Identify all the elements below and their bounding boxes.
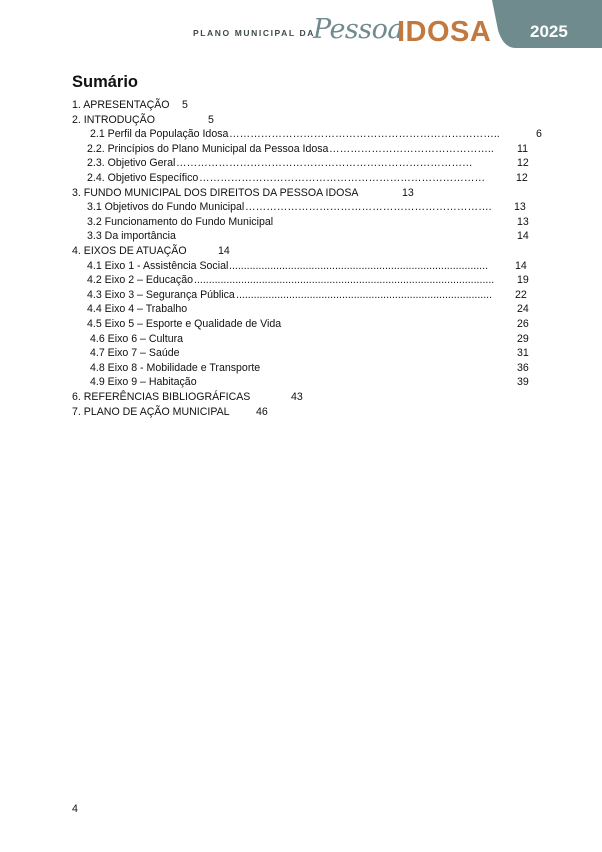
toc-entry-title: 7. PLANO DE AÇÃO MUNICIPAL [72, 405, 230, 418]
toc-page-number: 39 [517, 376, 529, 389]
toc-entry-title: 3.3 Da importância [87, 230, 176, 243]
toc-entry-title: 4. EIXOS DE ATUAÇÃO [72, 245, 187, 257]
toc-dot-leader: ……………………………………………………………………… [199, 172, 486, 184]
toc-entry-title: 6. REFERÊNCIAS BIBLIOGRÁFICAS [72, 391, 251, 403]
toc-entry-title: 2.4. Objetivo Específico [87, 172, 199, 184]
page-number: 4 [72, 803, 78, 815]
year-label: 2025 [530, 22, 568, 41]
toc-page-number: 19 [517, 274, 529, 287]
toc-page-number: 13 [514, 201, 526, 214]
toc-page-number: 26 [517, 318, 529, 330]
toc-dot-leader: ……………………………………………………………. [245, 201, 492, 214]
toc-entry [72, 186, 418, 200]
toc-entry-title: 1. APRESENTAÇÃO [72, 99, 170, 111]
toc-entry-title: 4.7 Eixo 7 – Saúde [90, 347, 180, 360]
toc-page-number: 14 [218, 245, 230, 257]
toc-entry [90, 332, 533, 346]
toc-page-number: 13 [402, 186, 414, 199]
toc-entry-title: 4.4 Eixo 4 – Trabalho [87, 303, 188, 316]
toc-page-number: 12 [517, 157, 529, 170]
toc-entry [87, 259, 531, 273]
toc-page-number: 13 [517, 215, 529, 228]
page-header [0, 0, 602, 60]
toc-entry-title: 2.3. Objetivo Geral [87, 157, 176, 170]
toc-entry [87, 302, 533, 316]
toc-page-number: 29 [517, 332, 529, 345]
toc-entry-title: 3. FUNDO MUNICIPAL DOS DIREITOS DA PESSOA IDOSA [72, 186, 359, 199]
toc-dot-leader: ........................................................................................ [229, 259, 489, 272]
toc-page-number: 46 [256, 405, 268, 418]
toc-entry-title: 4.3 Eixo 3 – Segurança Pública [87, 288, 235, 301]
toc-entry [87, 317, 533, 331]
toc-entry-title: 4.6 Eixo 6 – Cultura [90, 332, 184, 345]
summary-title: Sumário [72, 73, 139, 91]
toc-entry-title: 3.1 Objetivos do Fundo Municipal [87, 201, 245, 214]
toc-page-number: 22 [515, 288, 527, 301]
toc-entry-title: 4.1 Eixo 1 - Assistência Social [87, 259, 229, 272]
toc-entry [72, 98, 198, 112]
toc-entry [90, 127, 552, 141]
toc-entry [90, 346, 533, 360]
toc-entry-title: 4.9 Eixo 9 – Habitação [90, 376, 197, 389]
toc-dot-leader: ……………………………………….. [329, 142, 494, 155]
toc-entry [87, 273, 533, 287]
toc-entry-title: 4.5 Eixo 5 – Esporte e Qualidade de Vida [87, 318, 282, 330]
toc-dot-leader: ...................................................................................................... [194, 274, 495, 287]
toc-entry [90, 375, 533, 389]
toc-entry [87, 215, 533, 229]
toc-entry [87, 200, 530, 214]
toc-entry [87, 156, 533, 170]
toc-page-number: 6 [536, 128, 542, 141]
toc-page-number: 24 [517, 303, 529, 316]
toc-entry-title: 2.2. Princípios do Plano Municipal da Pessoa Idosa [87, 142, 329, 155]
toc-entry-title: 2.1 Perfil da População Idosa [90, 128, 229, 141]
plan-label: PLANO MUNICIPAL DA [193, 28, 315, 38]
toc-entry [72, 113, 224, 127]
toc-page-number: 36 [517, 361, 529, 374]
toc-page-number: 14 [517, 230, 529, 243]
brand-script-text: Pessoa [313, 14, 403, 45]
toc-page-number: 14 [515, 259, 527, 272]
toc-page-number: 43 [291, 391, 303, 403]
toc-entry-title: 2. INTRODUÇÃO [72, 113, 155, 126]
toc-entry [90, 361, 533, 375]
brand-bold-text: IDOSA [397, 16, 492, 48]
toc-entry-title: 4.2 Eixo 2 – Educação [87, 274, 194, 287]
toc-page-number: 12 [516, 172, 528, 184]
toc-entry [87, 171, 532, 185]
toc-page-number: 5 [208, 113, 214, 126]
toc-entry [87, 288, 531, 302]
toc-entry [87, 142, 533, 156]
toc-dot-leader: ....................................................................................... [236, 288, 493, 301]
toc-dot-leader: ………………………………………………………………….. [229, 128, 500, 141]
toc-entry-title: 4.8 Eixo 8 - Mobilidade e Transporte [90, 361, 261, 374]
toc-entry [87, 229, 533, 243]
toc-entry-title: 3.2 Funcionamento do Fundo Municipal [87, 215, 274, 228]
toc-page-number: 31 [517, 347, 529, 360]
toc-entry [72, 244, 234, 258]
toc-page-number: 11 [517, 142, 528, 155]
toc-entry [72, 390, 307, 404]
toc-dot-leader: ………………………………………………………………………… [176, 157, 473, 170]
toc-entry [72, 405, 272, 419]
toc-page-number: 5 [182, 99, 188, 111]
